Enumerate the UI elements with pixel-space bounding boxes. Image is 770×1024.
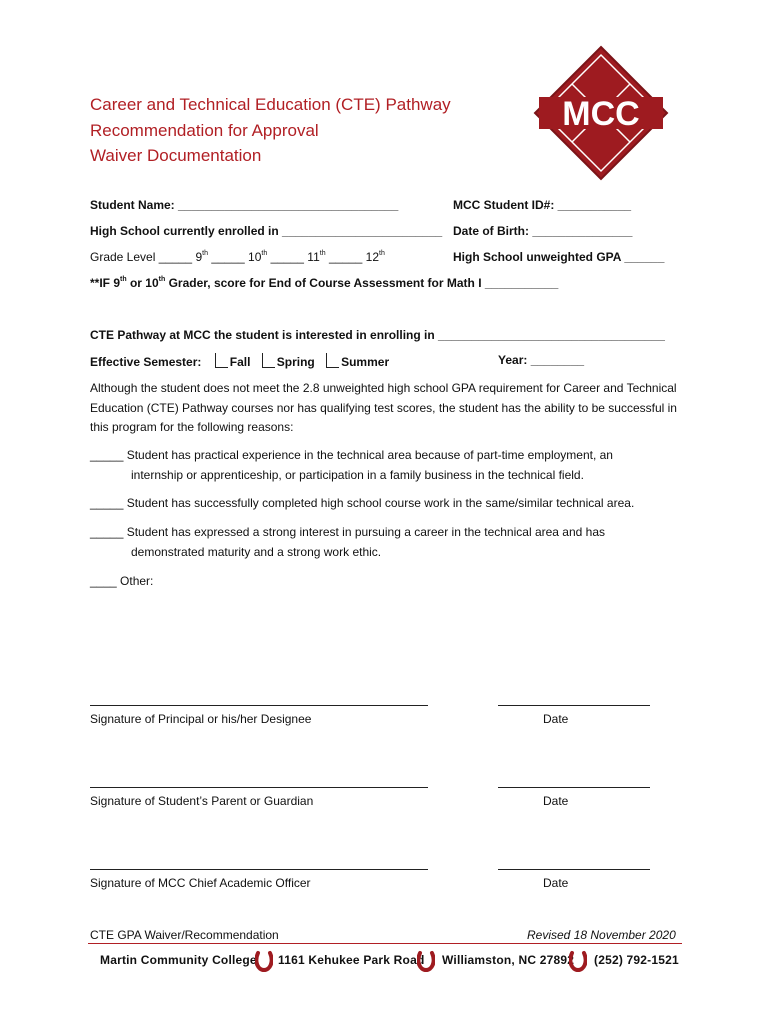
grade-10-label: 10	[248, 250, 262, 264]
parent-date-label: Date	[543, 794, 569, 808]
fall-checkbox[interactable]	[215, 353, 228, 368]
principal-date-line[interactable]	[498, 705, 650, 706]
logo-text: MCC	[562, 95, 640, 133]
reason-other[interactable]: ____ Other:	[90, 574, 154, 588]
horseshoe-icon	[255, 950, 273, 972]
spring-label: Spring	[276, 355, 315, 369]
footer-rule	[88, 943, 682, 944]
mcc-logo	[533, 45, 669, 181]
principal-signature-line[interactable]	[90, 705, 428, 706]
reason-coursework[interactable]: _____ Student has successfully completed high school course work in the same/similar technical area.	[90, 496, 635, 510]
dob-field[interactable]: Date of Birth: _______________	[453, 224, 633, 238]
grade-12-suffix: th	[379, 250, 385, 257]
intro-paragraph: Although the student does not meet the 2.8 unweighted high school GPA requirement for Career and Technical Education (CTE) Pathway courses nor has qualifying test scores, the student has the ability to be successful in this program for the following reasons:	[90, 381, 677, 434]
if-rest: Grader, score for End of Course Assessment for Math I ___________	[165, 276, 559, 290]
footer-city: Williamston, NC 27892	[442, 953, 575, 967]
reason1-line1: _____ Student has practical experience in the technical area because of part-time employment, an	[90, 448, 613, 462]
principal-date-label: Date	[543, 712, 569, 726]
footer-address: 1161 Kehukee Park Road	[278, 953, 425, 967]
if-10-suffix: th	[158, 276, 166, 283]
effective-semester-label: Effective Semester:	[90, 355, 202, 369]
cao-signature-label: Signature of MCC Chief Academic Officer	[90, 876, 311, 890]
student-id-field[interactable]: MCC Student ID#: ___________	[453, 198, 632, 212]
grade-9-suffix: th	[202, 250, 208, 257]
grade-level-row	[90, 250, 385, 264]
reason1-line2: internship or apprenticeship, or participation in a family business in the technical field.	[131, 467, 584, 482]
parent-signature-label: Signature of Student’s Parent or Guardian	[90, 794, 314, 808]
reason-interest[interactable]	[90, 523, 680, 562]
reason3-line2: demonstrated maturity and a strong work ethic.	[131, 544, 382, 559]
form-title: Career and Technical Education (CTE) Pathway	[90, 95, 451, 114]
year-field[interactable]: Year: ________	[498, 353, 585, 367]
parent-date-line[interactable]	[498, 787, 650, 788]
pathway-field[interactable]: CTE Pathway at MCC the student is interested in enrolling in __________________________________	[90, 328, 665, 342]
fall-label: Fall	[229, 355, 251, 369]
student-name-field[interactable]: Student Name: _________________________________	[90, 198, 399, 212]
grade-10-blank[interactable]: _____	[211, 250, 245, 264]
grade-12-label: 12	[365, 250, 380, 264]
footer-phone: (252) 792-1521	[594, 953, 679, 967]
grade-11-label: 11	[307, 250, 320, 264]
spring-checkbox[interactable]	[262, 353, 275, 368]
parent-signature-line[interactable]	[90, 787, 428, 788]
grade-10-suffix: th	[261, 250, 268, 257]
gpa-field[interactable]: High School unweighted GPA ______	[453, 250, 665, 264]
summer-checkbox[interactable]	[326, 353, 339, 368]
math-assessment-field[interactable]	[90, 276, 558, 290]
high-school-field[interactable]: High School currently enrolled in ________________________	[90, 224, 443, 238]
form-subtitle: Recommendation for Approval	[90, 121, 319, 140]
grade-9-blank[interactable]: _____	[158, 250, 193, 264]
horseshoe-icon	[569, 950, 587, 972]
cao-date-label: Date	[543, 876, 569, 890]
summer-label: Summer	[341, 355, 390, 369]
footer-revision: Revised 18 November 2020	[527, 928, 676, 942]
reason-practical-experience[interactable]	[90, 446, 680, 485]
footer-doc-name: CTE GPA Waiver/Recommendation	[90, 928, 279, 942]
semester-row	[90, 353, 389, 369]
grade-9-label: 9	[195, 250, 203, 264]
if-or: or 10	[126, 276, 159, 290]
reason3-line1: _____ Student has expressed a strong interest in pursuing a career in the technical area and has	[90, 525, 605, 539]
if-prefix: **IF 9	[90, 276, 121, 290]
horseshoe-icon	[417, 950, 435, 972]
grade-level-label: Grade Level	[90, 250, 156, 264]
form-subtitle-2: Waiver Documentation	[90, 146, 262, 165]
grade-11-blank[interactable]: _____	[270, 250, 304, 264]
grade-11-suffix: th	[319, 250, 326, 257]
principal-signature-label: Signature of Principal or his/her Designee	[90, 712, 312, 726]
cao-signature-line[interactable]	[90, 869, 428, 870]
grade-12-blank[interactable]: _____	[328, 250, 363, 264]
cao-date-line[interactable]	[498, 869, 650, 870]
if-9-suffix: th	[120, 276, 127, 283]
footer-college: Martin Community College	[100, 953, 257, 967]
